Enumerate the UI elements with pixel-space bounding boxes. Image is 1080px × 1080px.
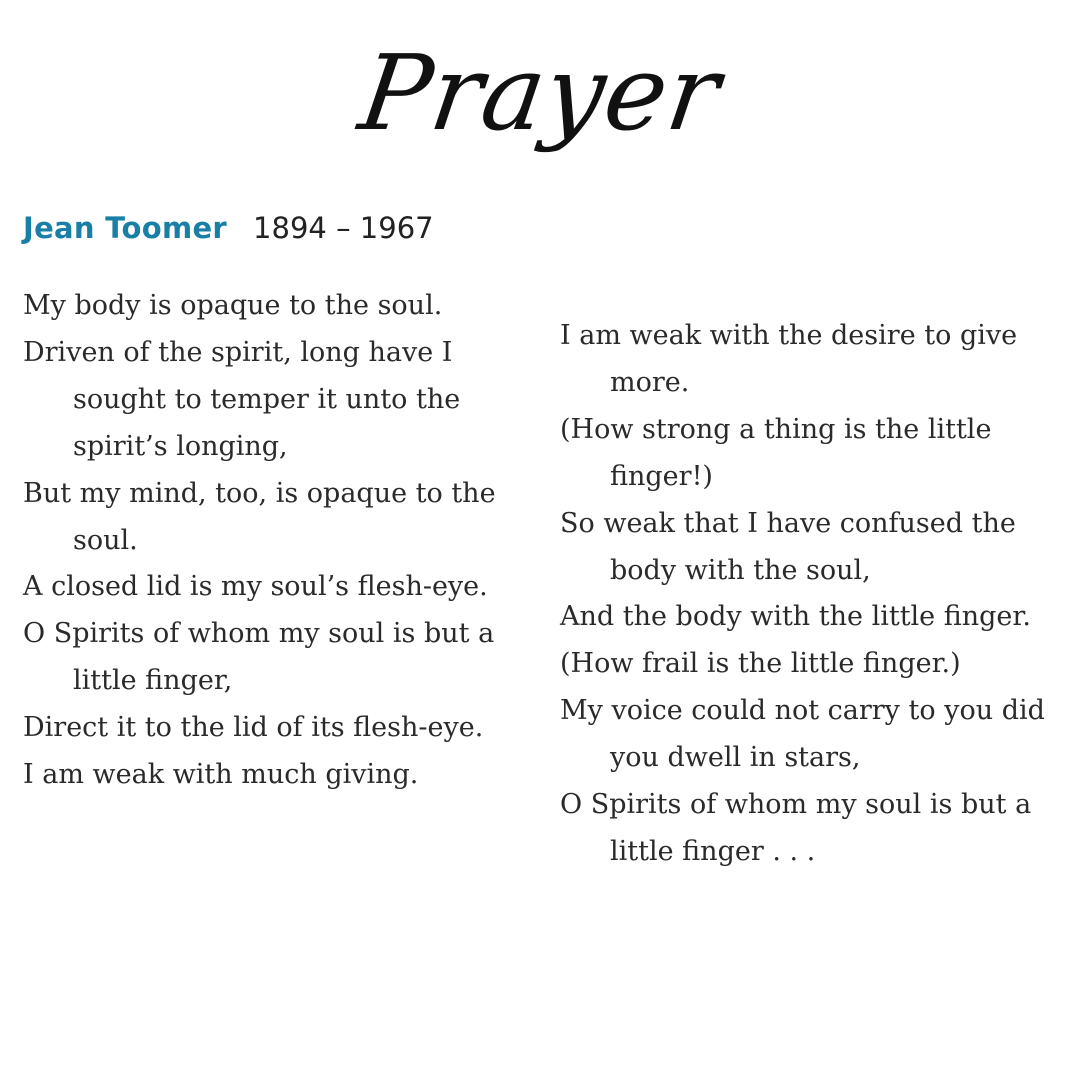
poem-line: little finger, [73,665,233,697]
poem-left-column [23,283,538,799]
poem-line: O Spirits of whom my soul is but a [560,789,1032,821]
poem-line: (How strong a thing is the little [560,413,992,445]
poem-line: And the body with the little finger. [560,601,1031,633]
poem-line: A closed lid is my soul’s flesh-eye. [23,571,488,603]
poem-line: little finger . . . [610,835,816,867]
poem-line: I am weak with the desire to give [560,320,1018,351]
poem-line: Driven of the spirit, long have I [23,336,453,368]
poem-line: spirit’s longing, [73,430,288,462]
poem-title: Prayer [352,32,728,154]
poem-line: I am weak with much giving. [23,759,419,791]
poem-right-column [560,313,1070,876]
poem-line: (How frail is the little finger.) [560,648,961,680]
byline [23,206,434,250]
poem-line: My body is opaque to the soul. [23,290,443,321]
poem-line: finger!) [610,460,713,492]
poem-line: Direct it to the lid of its flesh-eye. [23,712,484,744]
author-dates: 1894 – 1967 [253,211,434,245]
poem-line: My voice could not carry to you did [560,695,1045,727]
poem-line: sought to temper it unto the [73,383,461,415]
author-name: Jean Toomer [23,211,228,245]
poem-line: So weak that I have confused the [560,507,1016,539]
poem-line: soul. [73,524,138,556]
poem-line: O Spirits of whom my soul is but a [23,618,495,650]
poem-line: body with the soul, [610,554,871,586]
poem-line: more. [610,366,690,398]
poem-line: you dwell in stars, [610,742,861,774]
poem-line: But my mind, too, is opaque to the [23,477,496,509]
